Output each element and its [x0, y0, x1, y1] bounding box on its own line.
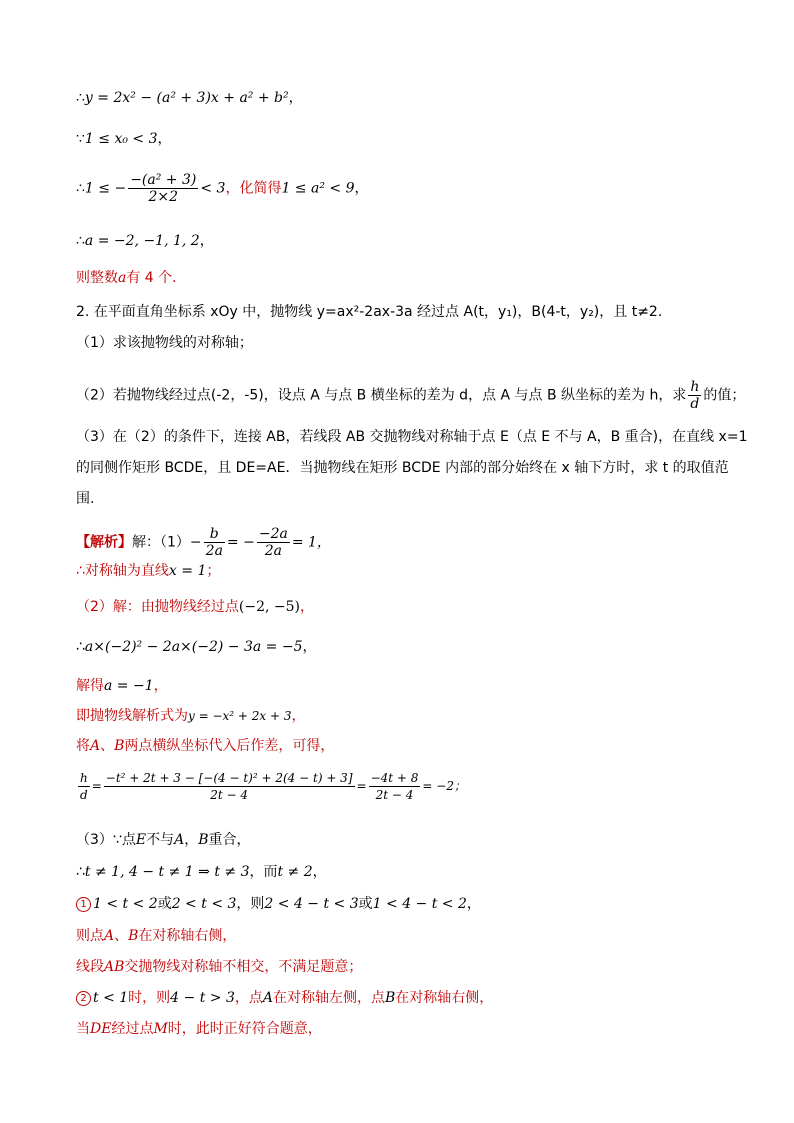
circled-number-one: 1	[76, 897, 91, 912]
solution-step-8: $\frac{h}{d}$ = $\frac{\text{−t² + 2t + 3 − [−(4 − t)² + 2(4 − t) + 3]}}{2t - 4}$ = $\frac{-4t + 8}{2t - 4}$ = −2；	[80, 771, 466, 802]
fraction: $\frac{b}{2a}$	[205, 526, 223, 559]
simplified-result: 1 ≤ a² < 9	[281, 180, 355, 197]
solution-step-1: 【解析】解：（1）− $\frac{b}{2a}$ = − $\frac{-2a}{2a}$ = 1，	[76, 526, 331, 559]
problem-2-part-3-line-3: 围.	[76, 491, 95, 507]
solution-label: 【解析】	[76, 534, 132, 551]
fraction: $\frac{-4t + 8}{2t - 4}$	[370, 771, 419, 802]
equation: y = 2x² − (a² + 3)x + a² + b²	[84, 90, 289, 106]
problem-2-part-3-line-2: 的同侧作矩形 BCDE，且 DE=AE．当抛物线在矩形 BCDE 内部的部分始终在 x 轴下方时，求 t 的取值范	[76, 460, 729, 476]
problem-2-part-2: （2）若抛物线经过点(-2，-5)，设点 A 与点 B 横坐标的差为 d，点 A 与点 B 纵坐标的差为 h，求 $\frac{h}{d}$ 的值；	[76, 379, 746, 412]
derivation-line-1: ∴y = 2x² − (a² + 3)x + a² + b²，	[76, 90, 303, 106]
solution-step-2: ∴对称轴为直线x = 1；	[76, 563, 221, 579]
solution-step-15: 当DE经过点M时，此时正好符合题意，	[76, 1021, 322, 1037]
fraction: $\frac{-2a}{2a}$	[258, 526, 288, 559]
problem-2-stem: 2. 在平面直角坐标系 xOy 中，抛物线 y=ax²-2ax-3a 经过点 A(t，y₁)，B(4-t，y₂)，且 t≠2.	[76, 304, 663, 320]
fraction: $\frac{\text{−t² + 2t + 3 − [−(4 − t)² + 2(4 − t) + 3]}}{2t - 4}$	[105, 771, 353, 802]
fraction: $\frac{\text{−(a² + 3)}}{2\times 2}$	[130, 172, 197, 205]
h-over-d-fraction: $\frac{h}{d}$	[690, 379, 700, 412]
solution-step-10: ∴t ≠ 1, 4 − t ≠ 1 ⇒ t ≠ 3，而t ≠ 2，	[76, 864, 327, 880]
solution-values: a = −2, −1, 1, 2	[84, 233, 200, 249]
solution-step-4: ∴a×(−2)² − 2a×(−2) − 3a = −5，	[76, 639, 317, 655]
solution-step-3: （2）解：由抛物线经过点(−2, −5)，	[76, 599, 315, 615]
circled-number-two: 2	[76, 991, 91, 1006]
solution-case-2: 2 t < 1时，则4 − t > 3，点A在对称轴左侧，点B在对称轴右侧，	[76, 989, 493, 1007]
solution-case-1: 1 1 < t < 2或2 < t < 3，则2 < 4 − t < 3或1 < 4 − t < 2，	[76, 895, 481, 913]
problem-2-part-3-line-1: （3）在（2）的条件下，连接 AB，若线段 AB 交抛物线对称轴于点 E（点 E 不与 A，B 重合)，在直线 x=1	[76, 429, 748, 445]
solution-step-5: 解得a = −1，	[76, 678, 168, 694]
derivation-line-2: ∵1 ≤ x₀ < 3，	[76, 131, 172, 147]
solution-step-6: 即抛物线解析式为y = −x² + 2x + 3，	[76, 708, 306, 724]
fraction: $\frac{h}{d}$	[80, 771, 88, 802]
derivation-line-4: ∴a = −2, −1, 1, 2，	[76, 233, 214, 249]
conclusion-line: 则整数a有 4 个．	[76, 270, 187, 286]
solution-step-12: 则点A、B在对称轴右侧，	[76, 928, 237, 944]
inequality: 1 ≤ x₀ < 3	[84, 131, 158, 147]
solution-step-9: （3）∵点E不与A，B重合，	[76, 832, 251, 848]
solution-step-13: 线段AB交抛物线对称轴不相交，不满足题意；	[76, 959, 363, 975]
problem-2-part-1: （1）求该抛物线的对称轴；	[76, 335, 253, 351]
solution-step-7: 将A、B两点横纵坐标代入后作差，可得，	[76, 738, 335, 754]
derivation-line-3: ∴1 ≤ − $\frac{\text{−(a² + 3)}}{2\times 2}$ < 3，化简得1 ≤ a² < 9，	[76, 172, 369, 205]
